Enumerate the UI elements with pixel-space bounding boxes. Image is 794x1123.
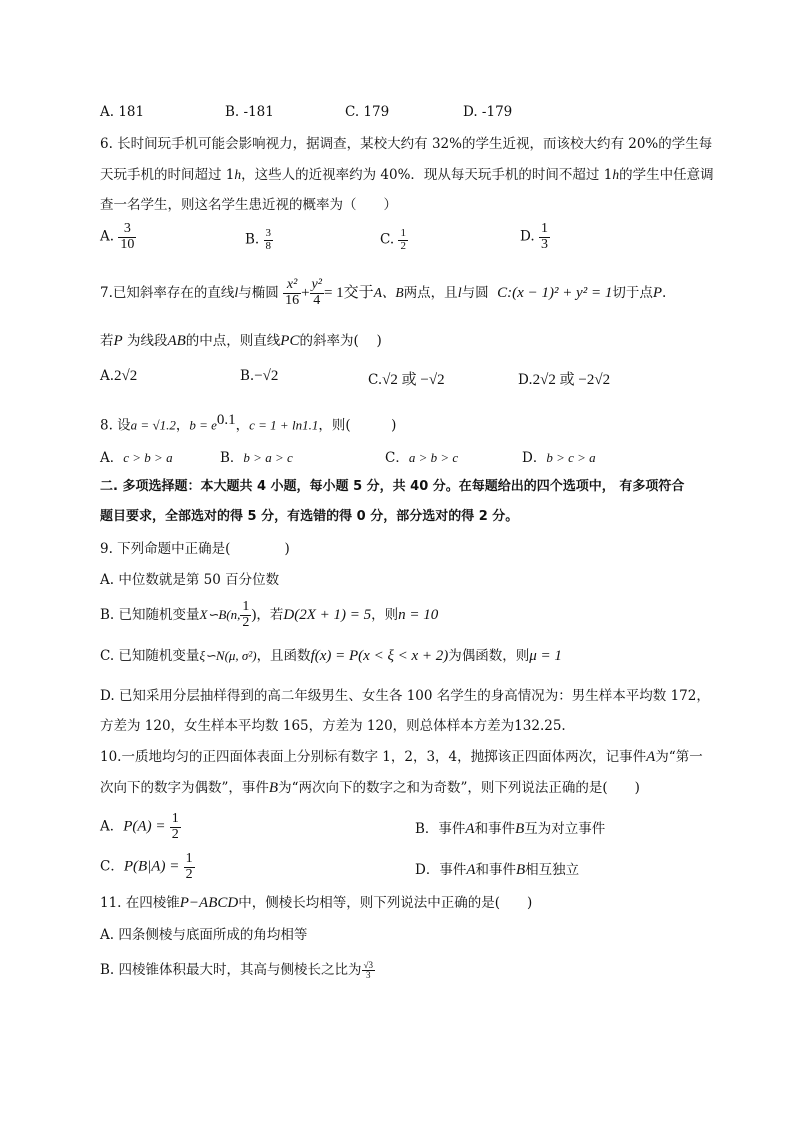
q6-c-label: C. [380,231,395,248]
q9-b-pre: B. 已知随机变量 [100,607,200,623]
q6-d-fraction [539,222,550,252]
q7-ellipse-x [283,278,301,308]
q9-option-d-line-1: D. 已知采用分层抽样得到的高二年级男生、女生各 100 名学生的身高情况为：男生样本平均数 172， [100,688,710,704]
q9-c-dist: ξ∽N(μ, σ²) [199,648,257,663]
q6-c-num: 1 [400,227,406,239]
q9-c-tail: 为偶函数，则 [448,648,530,664]
q6-b-label: B. [245,231,260,248]
q10-option-c [100,852,195,882]
q10-a-label: A． [100,818,124,835]
section-2-line-2: 题目要求，全部选对的得 5 分，有选错的得 0 分，部分选对的得 2 分。 [100,509,519,524]
q8-c-def: c = 1 + ln1.1 [249,417,319,433]
q11-b-den: 3 [365,970,371,980]
q10-event-a: A [646,749,656,765]
q7-b-label: B. [240,368,255,384]
q7-part-7: 的中点，则直线 [185,333,281,349]
q7-points: A、B [373,285,404,300]
q10-c-fraction [184,852,195,882]
q10-b-pre: B．事件 [415,821,466,837]
q7-l: l [234,286,239,301]
q9-option-b [100,600,438,631]
q8-b-def: b = e [189,417,217,433]
q8-option-c [385,446,458,466]
q6-a-num: 3 [118,222,136,238]
q9-b-fraction [240,600,251,630]
q5-option-b: B. -181 [225,104,274,120]
q6-b-num: 3 [265,227,272,239]
q10-d-pre: D．事件 [415,862,467,878]
q11-b-text: B. 四棱锥体积最大时，其高与侧棱长之比为 [100,962,362,978]
q7-P: P [652,285,663,301]
q11-pyramid: P−ABCD [179,895,239,911]
q8-a-label: A． [100,450,124,466]
q9-b-num: 1 [242,599,250,615]
q7-ellipse-y [310,278,324,308]
q8-d-label: D． [522,450,547,466]
q7-line2-if: 若 [100,333,114,349]
q9-c-fn: f(x) = P(x < ξ < x + 2) [310,648,449,664]
q8-option-d [522,446,596,466]
q6-option-c [380,228,408,252]
q10-line-2a: 次向下的数字为偶数”，事件 [100,780,269,796]
q9-c-mid: ，且函数 [256,648,311,664]
q6-b-fraction [264,228,274,252]
q10-d-a: A [466,862,476,878]
q8-b-value: b > a > c [243,450,293,465]
q6-d-den: 3 [540,236,548,252]
q6-a-den: 10 [120,236,135,252]
q7-dot: . [662,285,667,301]
q7-option-b [240,368,278,385]
q6-option-b [245,228,273,252]
q6-a-label: A. [100,228,115,245]
q9-c-result: μ = 1 [529,648,562,664]
q10-option-b [415,817,605,838]
q6-option-d [520,222,550,252]
q8-option-a [100,446,173,466]
q10-a-fraction [170,812,181,842]
q10-option-d [415,858,579,879]
q7-ellipse-y-den: 4 [313,293,321,308]
q5-option-d: D. -179 [463,104,513,120]
q8-d-value: b > c > a [546,450,596,465]
q6-a-fraction [118,222,136,252]
q10-b-a: A [465,821,475,837]
q9-b-den: 2 [242,615,250,630]
q10-event-b: B [268,780,279,796]
q7-ellipse-x-num: x² [283,278,301,294]
q6-line-2a: 天玩手机的时间超过 1 [100,167,235,183]
q7-ellipse-x-den: 16 [285,293,300,308]
q10-d-mid: 和事件 [475,862,516,878]
q7-line-2 [100,331,382,351]
q5-option-a: A. 181 [100,104,145,120]
q7-eq: = 1交于 [323,285,374,301]
q10-c-label: C． [100,858,124,875]
q11-option-b [100,960,375,980]
q7-ellipse-y-num: y² [311,277,322,293]
q8-a-def: a = √1.2 [130,417,176,433]
q7-d-label: D. [518,372,533,388]
q11-stem [100,893,532,913]
q6-d-label: D. [520,228,535,245]
q8-c-label: C． [385,450,409,466]
q8-stem: 8. 设a = √1.2，$b = e^{0.1}$，c = 1 + ln1.1，则( ) [100,412,397,434]
q6-line-1: 6. 长时间玩手机可能会影响视力，据调查，某校大约有 32%的学生近视，而该校大约有 20%的学生每 [100,136,713,152]
q7-b-value: −√2 [254,368,279,384]
q5-option-c: C. 179 [345,104,390,120]
q9-option-c [100,646,562,666]
q7-P-2: P [113,333,123,349]
q10-d-tail: 相互独立 [525,862,580,878]
q8-a-value: c > b > a [123,450,173,465]
q7-c-label: C. [368,372,383,388]
q8-option-b [220,446,293,466]
q6-h: h [234,167,242,182]
q11-option-a: A. 四条侧棱与底面所成的角均相等 [100,927,308,943]
q10-line-1 [100,747,703,767]
q9-stem: 9. 下列命题中正确是( ) [100,541,290,557]
q10-line-2 [100,778,640,798]
q8-c-value: a > b > c [408,450,459,465]
q8-b-label: B． [220,450,244,466]
q10-a-num: 1 [171,811,179,826]
q6-line-2b: ，这些人的近视率约为 40%．现从每天玩手机的时间不超过 1 [241,167,613,183]
q6-option-a [100,222,136,252]
q7-line-1 [100,278,666,309]
q7-plus: + [301,285,310,301]
q10-line-2b: 为“两次向下的数字之和为奇数”，则下列说法正确的是( ) [278,780,640,796]
q7-a-label: A. [100,368,115,384]
q11-b-num: √3 [363,959,373,970]
q11-stem-a: 11. 在四棱锥 [100,895,180,911]
q6-line-3: 查一名学生，则这名学生患近视的概率为（ ） [100,197,397,213]
q7-circle: C:(x − 1)² + y² = 1 [497,285,613,301]
q9-b-dist: X∽B(n, [199,607,241,622]
q9-b-result: n = 10 [398,607,439,623]
q10-b-tail: 互为对立事件 [524,821,606,837]
q9-option-d-line-2: 方差为 120，女生样本平均数 165，方差为 120，则总体样本方差为132.25. [100,718,566,734]
q6-line-2c: 的学生中任意调 [619,167,714,183]
q7-part-8: 的斜率为( ) [299,333,382,349]
q7-c-value: √2 或 −√2 [382,372,445,388]
q9-b-tail: ，则 [371,607,399,623]
q9-b-cond: D(2X + 1) = 5 [283,607,372,623]
q7-PC: PC [280,333,300,349]
q7-option-a [100,368,137,385]
q7-part-1: 7.已知斜率存在的直线 [100,285,235,301]
q11-b-fraction [362,961,375,981]
q10-c-num: 1 [185,851,193,866]
q7-option-d [518,368,610,389]
q10-a-expr: P(A) = [123,818,166,835]
q9-c-pre: C. 已知随机变量 [100,648,200,664]
q7-a-value: 2√2 [114,368,138,384]
q6-b-den: 8 [265,239,272,252]
q8-b-exp: 0.1 [216,412,236,428]
q7-part-2: 与椭圆 [238,285,279,301]
q6-c-den: 2 [400,239,406,252]
q9-option-a: A. 中位数就是第 50 百分位数 [100,572,280,588]
q10-line-1a: 10.一质地均匀的正四面体表面上分别标有数字 1，2，3，4，抛掷该正四面体两次，记事件 [100,749,647,765]
q7-d-value: 2√2 或 −2√2 [532,372,611,388]
q7-part-5: 切于点 [612,285,653,301]
q10-a-den: 2 [171,826,179,842]
q6-d-num: 1 [540,221,548,236]
q9-b-mid: ，若 [256,607,284,623]
q7-part-4: 与圆 [461,285,489,301]
q7-option-c [368,368,445,389]
q8-stem-label: 8. 设 [100,417,131,434]
q11-stem-b: 中，侧棱长均相等，则下列说法中正确的是( ) [238,895,533,911]
q9-b-close: ) [251,607,257,623]
q7-part-6: 为线段 [126,333,168,349]
q10-b-mid: 和事件 [474,821,516,837]
q6-line-2 [100,165,714,185]
q10-c-expr: P(B|A) = [123,858,180,875]
q7-part-3: 两点，且 [403,285,458,301]
q10-option-a [100,812,181,842]
q10-b-b: B [515,821,525,837]
q6-h-2: h [612,167,620,182]
section-2-line-1: 二. 多项选择题：本大题共 4 小题，每小题 5 分，共 40 分。在每题给出的四个选项中， 有多项符合 [100,479,685,494]
q10-c-den: 2 [185,866,193,882]
q8-stem-tail: ，则( ) [318,417,397,434]
q10-d-b: B [516,862,526,878]
q7-l-2: l [457,286,462,301]
q7-AB: AB [167,333,186,349]
q10-line-1b: 为“第一 [655,749,703,765]
q6-c-fraction [398,228,408,252]
